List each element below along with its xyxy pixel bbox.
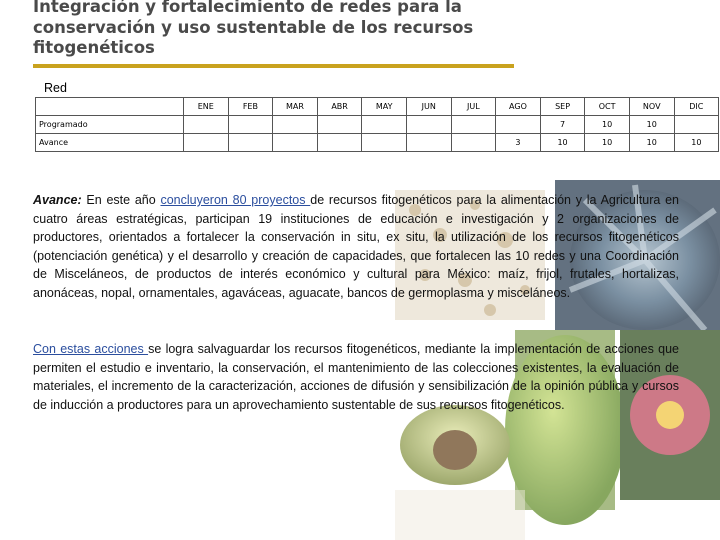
table-cell bbox=[228, 116, 273, 134]
table-cell bbox=[362, 134, 407, 152]
table-cell bbox=[273, 116, 318, 134]
row-label: Avance bbox=[36, 134, 184, 152]
avance-paragraph bbox=[33, 191, 679, 302]
table-row-avance bbox=[36, 134, 719, 152]
table-cell bbox=[317, 116, 362, 134]
month-header: DIC bbox=[674, 98, 719, 116]
header-empty-cell bbox=[36, 98, 184, 116]
table-cell bbox=[184, 116, 229, 134]
acciones-link[interactable]: Con estas acciones bbox=[33, 342, 149, 356]
avance-lead: Avance: bbox=[33, 193, 82, 207]
table-cell bbox=[273, 134, 318, 152]
month-header: OCT bbox=[585, 98, 630, 116]
month-header: ENE bbox=[184, 98, 229, 116]
table-row-programado bbox=[36, 116, 719, 134]
title-divider bbox=[33, 64, 514, 68]
month-header: FEB bbox=[228, 98, 273, 116]
table-cell bbox=[451, 116, 496, 134]
month-header: AGO bbox=[496, 98, 541, 116]
table-cell bbox=[406, 116, 451, 134]
table-header-row bbox=[36, 98, 719, 116]
table-cell bbox=[228, 134, 273, 152]
month-header: JUN bbox=[406, 98, 451, 116]
projects-link[interactable]: concluyeron 80 proyectos bbox=[160, 193, 311, 207]
paragraph-text: se logra salvaguardar los recursos fitogenéticos, mediante la implementación de acciones que permiten el estudio e inventario, la conservación, el mantenimiento de las colecciones existentes, la evaluación de materiales, el incremento de la caracterización, acciones de difusión y sensibilización de la opinión pública y cursos de inducción a productores para un aprovechamiento sustentable de sus recursos fitogenéticos. bbox=[33, 342, 680, 412]
month-header: SEP bbox=[540, 98, 585, 116]
paragraph-text: de recursos fitogenéticos para la alimentación y la Agricultura en cuatro áreas estratégicas, participan 19 instituciones de educación e investigación y 2 organizaciones de productores, orientados a fortalecer la conservación in situ, ex situ, la utilización de los recursos fitogenéticos (potenciación genética) y el desarrollo y creación de capacidades, que fortalecen las 10 redes y una Coordinación de Misceláneos, de productos de interés económico y cultural para México: maíz, frijol, frutales, hortalizas, anonáceas, nopal, ornamentales, agaváceas, aguacate, bancos de germoplasma y misceláneos. bbox=[33, 193, 679, 300]
table-cell bbox=[496, 116, 541, 134]
acciones-paragraph bbox=[33, 340, 679, 414]
table-cell: 10 bbox=[585, 134, 630, 152]
month-header: MAY bbox=[362, 98, 407, 116]
table-cell: 3 bbox=[496, 134, 541, 152]
table-cell: 7 bbox=[540, 116, 585, 134]
table-cell: 10 bbox=[540, 134, 585, 152]
schedule-table bbox=[35, 97, 719, 152]
table-cell bbox=[451, 134, 496, 152]
table-cell bbox=[674, 116, 719, 134]
row-label: Programado bbox=[36, 116, 184, 134]
month-header: NOV bbox=[629, 98, 674, 116]
table-cell: 10 bbox=[629, 134, 674, 152]
section-label: Red bbox=[44, 81, 67, 95]
month-header: JUL bbox=[451, 98, 496, 116]
page-title: Integración y fortalecimiento de redes para la conservación y uso sustentable de los recursos fitogenéticos bbox=[33, 0, 474, 57]
month-header: ABR bbox=[317, 98, 362, 116]
table-cell bbox=[184, 134, 229, 152]
table-cell bbox=[317, 134, 362, 152]
table-cell bbox=[406, 134, 451, 152]
table-cell bbox=[362, 116, 407, 134]
table-cell: 10 bbox=[674, 134, 719, 152]
table-cell: 10 bbox=[629, 116, 674, 134]
paragraph-text: En este año bbox=[81, 193, 161, 207]
table-cell: 10 bbox=[585, 116, 630, 134]
month-header: MAR bbox=[273, 98, 318, 116]
